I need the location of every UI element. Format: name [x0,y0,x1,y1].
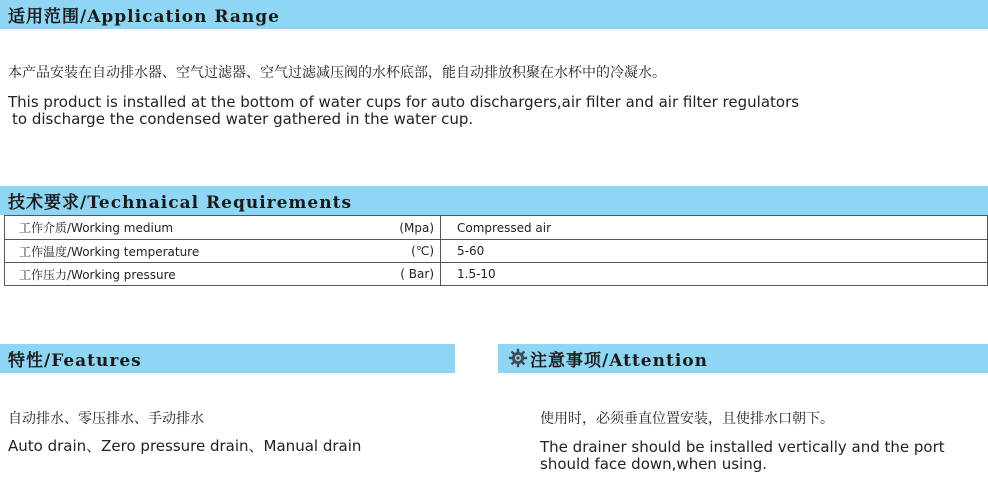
application-text-en-1: This product is installed at the bottom of water cups for auto dischargers,air filter and air filter regulators [8,93,800,111]
application-text-cn: 本产品安装在自动排水器、空气过滤器、空气过滤减压阀的水杯底部，能自动排放积聚在水杯中的冷凝水。 [8,65,666,81]
table-row [5,216,988,240]
attention-text-en-2: should face down,when using. [540,455,767,473]
features-text-cn: 自动排水、零压排水、手动排水 [8,411,204,427]
table-row [5,263,988,286]
section-header-features [0,344,455,373]
attention-text-en-1: The drainer should be installed vertically and the port [540,438,945,456]
attention-text-cn: 使用时，必须垂直位置安装，且使排水口朝下。 [540,411,834,427]
param-label: 工作介质/Working medium [19,221,174,235]
section-header-application [0,0,988,29]
param-unit: ( Bar) [400,267,434,281]
features-text-en: Auto drain、Zero pressure drain、Manual drain [8,437,362,455]
section-header-attention [498,344,988,373]
param-cell [5,263,441,286]
param-label: 工作压力/Working pressure [19,267,176,282]
value-cell: Compressed air [441,216,988,240]
param-label: 工作温度/Working temperature [19,244,200,259]
param-cell [5,240,441,263]
value-cell: 5-60 [441,240,988,263]
param-unit: (Mpa) [399,220,434,235]
requirements-table [4,215,988,286]
section-title-application: 适用范围/Application Range [8,7,280,27]
section-header-technical [0,186,988,215]
gear-icon [508,348,528,368]
section-title-attention: 注意事项/Attention [530,351,708,371]
section-title-features: 特性/Features [8,351,142,371]
param-cell [5,216,441,240]
param-unit: (℃) [411,244,434,258]
table-row [5,240,988,263]
application-text-en-2: to discharge the condensed water gathered in the water cup. [12,110,474,128]
value-cell: 1.5-10 [441,263,988,286]
section-title-technical: 技术要求/Technaical Requirements [8,193,353,213]
